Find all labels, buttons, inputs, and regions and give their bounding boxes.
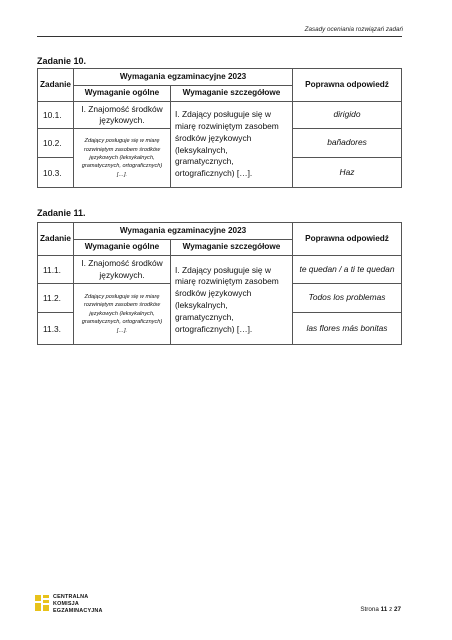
col-header-wymagania: Wymagania egzaminacyjne 2023: [74, 223, 293, 240]
task-11-title: Zadanie 11.: [37, 208, 86, 218]
cke-logo: [35, 594, 103, 615]
logo-text-line: CENTRALNA: [53, 594, 89, 600]
col-header-odpowiedz: Poprawna odpowiedź: [293, 69, 402, 102]
task-number: 10.2.: [38, 129, 74, 158]
table-row: [38, 256, 402, 284]
correct-answer: Todos los problemas: [293, 284, 402, 313]
task-10-table: [37, 68, 402, 188]
col-header-ogolne: Wymaganie ogólne: [74, 86, 171, 102]
col-header-ogolne: Wymaganie ogólne: [74, 240, 171, 256]
general-requirement-detail: Zdający posługuje się w miarę rozwiniętym zasobem środków językowych (leksykalnych, gramatycznych, ortograficznych) […].: [74, 284, 171, 345]
correct-answer: las flores más bonitas: [293, 313, 402, 345]
header-divider: [37, 36, 402, 37]
task-number: 11.1.: [38, 256, 74, 284]
page-number: [360, 606, 401, 613]
col-header-zadanie: Zadanie: [38, 223, 74, 256]
task-10-title: Zadanie 10.: [37, 56, 87, 66]
task-11-table: [37, 222, 402, 345]
col-header-zadanie: Zadanie: [38, 69, 74, 102]
task-number: 10.1.: [38, 102, 74, 129]
general-requirement-main: I. Znajomość środków językowych.: [74, 102, 171, 129]
page-label: Strona: [360, 606, 379, 613]
correct-answer: te quedan / a ti te quedan: [293, 256, 402, 284]
logo-text-line: KOMISJA: [53, 601, 79, 608]
correct-answer: Haz: [293, 158, 402, 188]
page-sep: z: [389, 606, 393, 613]
logo-text-line: EGZAMINACYJNA: [53, 608, 103, 615]
task-number: 11.2.: [38, 284, 74, 313]
cke-logo-icon: [35, 595, 49, 611]
task-number: 10.3.: [38, 158, 74, 188]
correct-answer: bañadores: [293, 129, 402, 158]
table-row: [38, 102, 402, 129]
task-number: 11.3.: [38, 313, 74, 345]
page-total: 27: [393, 606, 401, 613]
page-header-title: Zasady oceniania rozwiązań zadań: [304, 26, 403, 33]
general-requirement-detail: Zdający posługuje się w miarę rozwiniętym zasobem środków językowych (leksykalnych, gramatycznych, ortograficznych) […].: [74, 129, 171, 188]
col-header-wymagania: Wymagania egzaminacyjne 2023: [74, 69, 293, 86]
general-requirement-main: I. Znajomość środków językowych.: [74, 256, 171, 284]
col-header-odpowiedz: Poprawna odpowiedź: [293, 223, 402, 256]
col-header-szczegolowe: Wymaganie szczegółowe: [171, 240, 293, 256]
page-current: 11: [380, 606, 388, 613]
col-header-szczegolowe: Wymaganie szczegółowe: [171, 86, 293, 102]
detailed-requirement: I. Zdający posługuje się w miarę rozwiniętym zasobem środków językowych (leksykalnych, gramatycznych, ortograficznych) […].: [171, 102, 293, 188]
correct-answer: dirigido: [293, 102, 402, 129]
detailed-requirement: I. Zdający posługuje się w miarę rozwiniętym zasobem środków językowych (leksykalnych, gramatycznych, ortograficznych) […].: [171, 256, 293, 345]
